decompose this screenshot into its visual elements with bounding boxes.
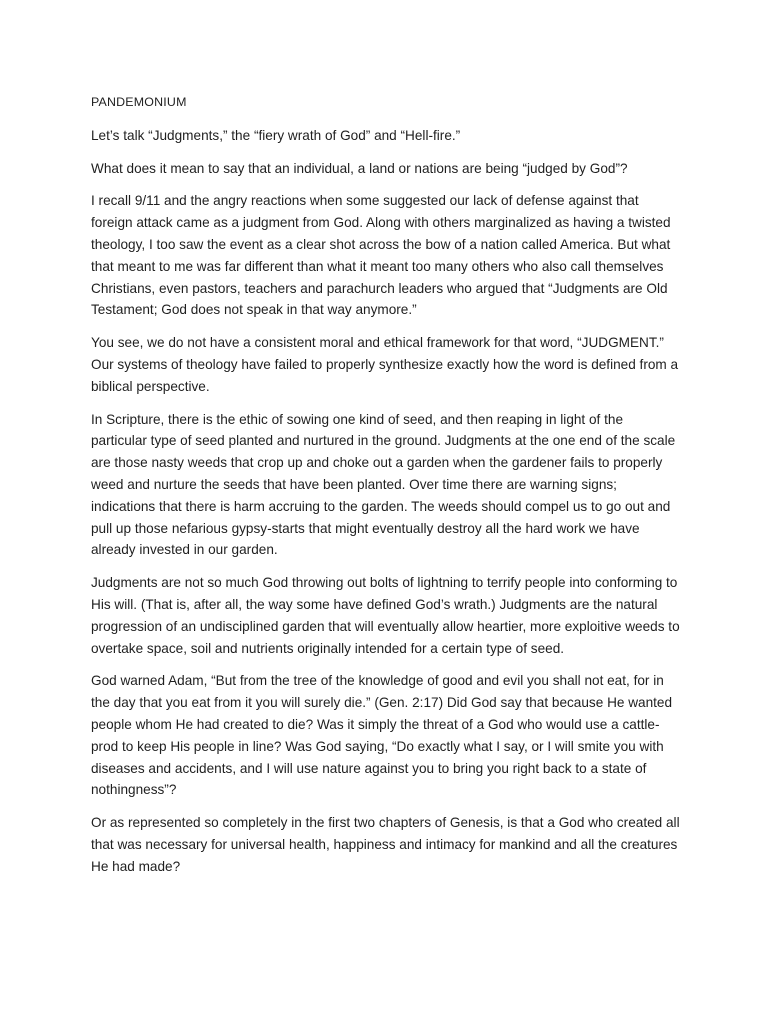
paragraph-2: What does it mean to say that an individual, a land or nations are being “judged by God”? [91,160,628,176]
paragraph-8: Or as represented so completely in the first two chapters of Genesis, is that a God who created all that was necessary for universal health, happiness and intimacy for mankind and all the creatures He had made? [91,815,680,874]
paragraph-6: Judgments are not so much God throwing out bolts of lightning to terrify people into conforming to His will. (That is, after all, the way some have defined God’s wrath.) Judgments are the natural progression of an undisciplined garden that will eventually allow heartier, more exploitive weeds to overtake space, soil and nutrients originally intended for a certain type of seed. [91,575,680,656]
paragraph-1: Let’s talk “Judgments,” the “fiery wrath of God” and “Hell-fire.” [91,127,461,143]
paragraph-4: You see, we do not have a consistent moral and ethical framework for that word, “JUDGMENT.” Our systems of theology have failed to properly synthesize exactly how the word is defined from a biblical perspective. [91,335,679,394]
paragraph-3: I recall 9/11 and the angry reactions when some suggested our lack of defense against that foreign attack came as a judgment from God. Along with others marginalized as having a twisted theology, I too saw the event as a clear shot across the bow of a nation called America. But what that meant to me was far different than what it meant too many others who also call themselves Christians, even pastors, teachers and parachurch leaders who argued that “Judgments are Old Testament; God does not speak in that way anymore.” [91,193,671,318]
paragraph-7: God warned Adam, “But from the tree of the knowledge of good and evil you shall not eat, for in the day that you eat from it you will surely die.” (Gen. 2:17) Did God say that because He wanted people whom He had created to die? Was it simply the threat of a God who would use a cattle-prod to keep His people in line? Was God saying, “Do exactly what I say, or I will smite you with diseases and accidents, and I will use nature against you to bring you right back to a state of nothingness”? [91,673,673,798]
document-title: PANDEMONIUM [91,95,187,109]
paragraph-5: In Scripture, there is the ethic of sowing one kind of seed, and then reaping in light of the particular type of seed planted and nurtured in the ground. Judgments at the one end of the scale are those nasty weeds that crop up and choke out a garden when the gardener fails to properly weed and nurture the seeds that have been planted. Over time there are warning signs; indications that there is harm accruing to the garden. The weeds should compel us to go out and pull up those nefarious gypsy-starts that might eventually destroy all the hard work we have already invested in our garden. [91,411,676,558]
document-page [91,92,681,889]
